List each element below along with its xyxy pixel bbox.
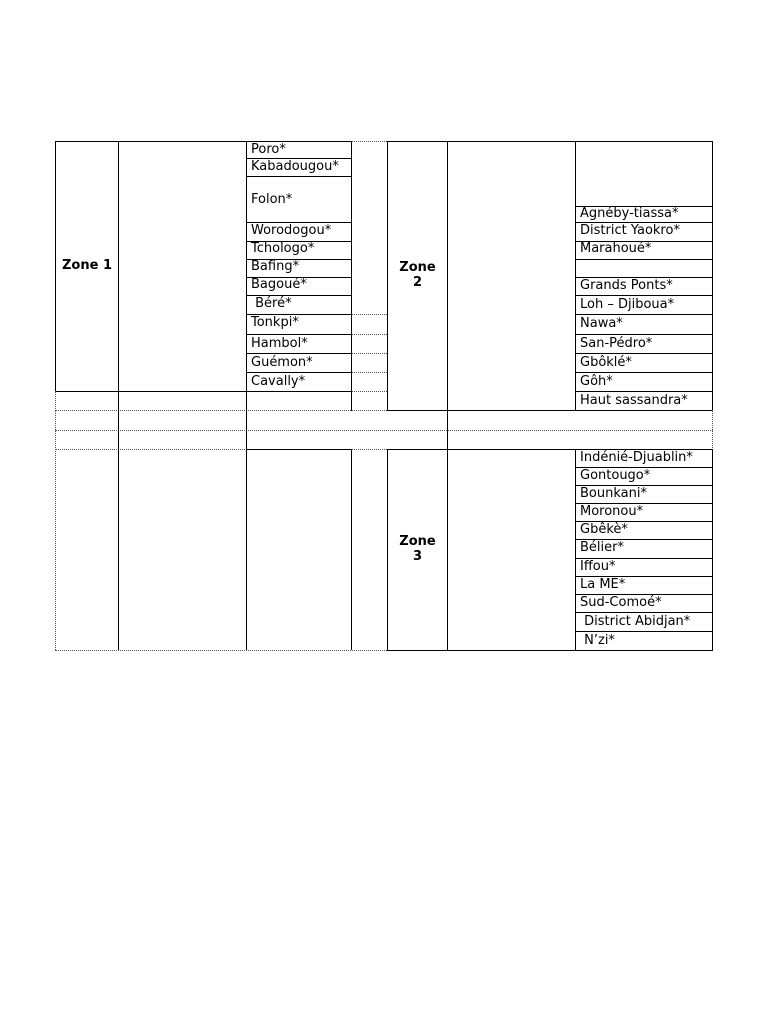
zone3-region: Bounkani*: [580, 486, 647, 501]
zone-1-label: Zone 1: [61, 258, 112, 273]
table-border: [55, 391, 56, 411]
zone2-region: District Yaokro*: [580, 223, 680, 238]
zone2-region: Gôh*: [580, 374, 613, 389]
zone-2-label-line2: 2: [412, 275, 423, 290]
zone3-region: Indénié-Djuablin*: [580, 450, 693, 465]
zone3-region: Gontougo*: [580, 468, 651, 483]
table-border: [712, 410, 713, 450]
zone3-region: La ME*: [580, 577, 626, 592]
table-border: [351, 141, 352, 411]
zone-3-label-line1: Zone: [399, 534, 436, 549]
zone1-region: Bafing*: [251, 259, 300, 274]
table-border: [118, 391, 119, 411]
table-border: [118, 410, 119, 450]
zone1-region: Kabadougou*: [251, 159, 339, 174]
zone1-region: Poro*: [251, 142, 286, 157]
zone2-region: Haut sassandra*: [580, 393, 688, 408]
table-border: [55, 141, 352, 142]
table-border: [55, 650, 387, 651]
table-border: [712, 449, 713, 650]
zone2-region: Loh – Djiboua*: [580, 297, 675, 312]
table-border: [55, 391, 352, 392]
table-border: [447, 141, 448, 411]
table-border: [352, 391, 387, 392]
table-border: [55, 410, 56, 450]
zone1-region: Cavally*: [251, 374, 306, 389]
table-border: [712, 141, 713, 411]
zone3-region: Bélier*: [580, 540, 624, 555]
table-border: [118, 449, 119, 650]
table-border: [246, 176, 352, 177]
zone2-region: Gbôklé*: [580, 355, 632, 370]
zone1-region: Hambol*: [251, 336, 308, 351]
zone3-region: Sud-Comoé*: [580, 595, 662, 610]
table-border: [118, 141, 119, 391]
zone3-region: Moronou*: [580, 504, 644, 519]
table-border: [352, 334, 387, 335]
table-border: [246, 449, 247, 650]
table-border: [387, 141, 713, 142]
zone3-region: District Abidjan*: [580, 614, 691, 629]
zone2-region: Agnéby-tiassa*: [580, 206, 679, 221]
table-border: [387, 650, 713, 651]
zone2-region: Marahoué*: [580, 241, 652, 256]
zone1-region: Folon*: [251, 192, 293, 207]
table-border: [352, 353, 387, 354]
table-border: [352, 372, 387, 373]
zone1-region: Worodogou*: [251, 223, 332, 238]
zone3-region: Gbêkè*: [580, 522, 628, 537]
table-border: [352, 314, 387, 315]
zone-3-label-line2: 3: [412, 549, 423, 564]
table-border: [246, 449, 352, 450]
zone3-region: N’zi*: [580, 633, 615, 648]
table-border: [246, 141, 247, 411]
table-border: [246, 410, 247, 450]
zone1-region: Tchologo*: [251, 241, 315, 256]
zone1-region: Guémon*: [251, 355, 313, 370]
table-border: [351, 449, 352, 650]
zone1-region: Béré*: [251, 296, 292, 311]
zone1-region: Bagoué*: [251, 277, 307, 292]
table-border: [55, 430, 713, 431]
table-border: [387, 410, 713, 411]
zone2-region: San-Pédro*: [580, 336, 653, 351]
table-border: [575, 259, 713, 260]
table-border: [55, 449, 56, 650]
table-border: [575, 141, 576, 411]
table-border: [55, 410, 387, 411]
table-border: [575, 449, 576, 650]
zone1-region: Tonkpi*: [251, 315, 299, 330]
zone2-region: Nawa*: [580, 316, 623, 331]
zone-3-label: [388, 534, 447, 564]
zone-2-label-line1: Zone: [399, 260, 436, 275]
table-border: [447, 410, 448, 450]
zone-2-label: [388, 260, 447, 290]
table-border: [352, 141, 387, 142]
zone3-region: Iffou*: [580, 559, 616, 574]
table-border: [447, 449, 448, 650]
zone2-region: Grands Ponts*: [580, 278, 673, 293]
